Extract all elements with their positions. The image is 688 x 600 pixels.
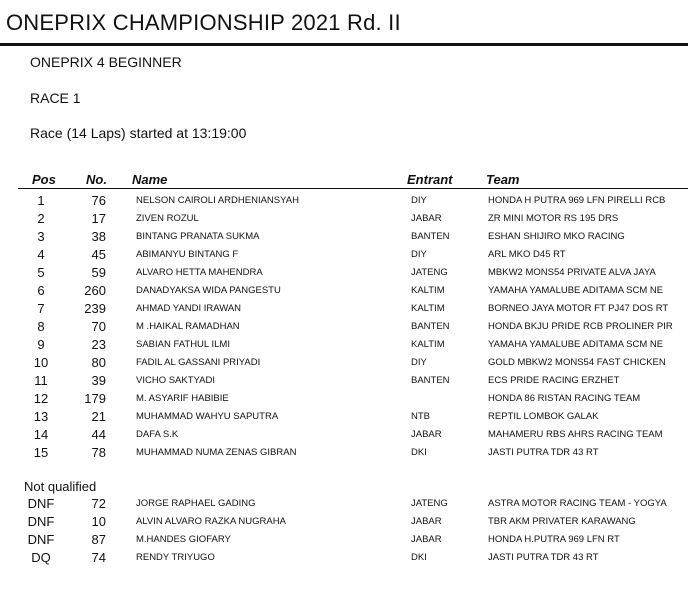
cell-entrant: BANTEN [411, 375, 450, 386]
cell-entrant: NTB [411, 411, 430, 422]
cell-number: 23 [91, 337, 106, 352]
cell-entrant: KALTIM [411, 285, 445, 296]
cell-name: ABIMANYU BINTANG F [136, 249, 239, 260]
table-row [0, 373, 688, 391]
column-header-team: Team [486, 172, 520, 187]
cell-pos: DNF [27, 496, 55, 511]
table-row [0, 283, 688, 301]
table-row [0, 514, 688, 532]
cell-pos: 10 [33, 355, 49, 370]
cell-number: 59 [91, 265, 106, 280]
cell-entrant: JATENG [411, 267, 448, 278]
cell-number: 21 [91, 409, 106, 424]
cell-entrant: JABAR [411, 516, 442, 527]
cell-team: ECS PRIDE RACING ERZHET [488, 375, 620, 386]
cell-entrant: KALTIM [411, 339, 445, 350]
cell-number: 76 [91, 193, 106, 208]
cell-name: ALVARO HETTA MAHENDRA [136, 267, 263, 278]
column-header-pos: Pos [32, 172, 56, 187]
cell-pos: 1 [37, 193, 45, 208]
cell-entrant: JABAR [411, 213, 442, 224]
cell-pos: 5 [37, 265, 45, 280]
cell-pos: 2 [37, 211, 45, 226]
cell-team: HONDA H.PUTRA 969 LFN RT [488, 534, 620, 545]
cell-pos: 9 [37, 337, 45, 352]
cell-entrant: DIY [411, 195, 427, 206]
cell-team: ASTRA MOTOR RACING TEAM - YOGYA [488, 498, 667, 509]
cell-pos: 15 [33, 445, 49, 460]
table-row [0, 301, 688, 319]
cell-number: 74 [91, 550, 106, 565]
cell-number: 78 [91, 445, 106, 460]
race-info: Race (14 Laps) started at 13:19:00 [30, 125, 247, 141]
cell-pos: DQ [31, 550, 51, 565]
cell-name: NELSON CAIROLI ARDHENIANSYAH [136, 195, 299, 206]
cell-team: ARL MKO D45 RT [488, 249, 566, 260]
cell-team: HONDA BKJU PRIDE RCB PROLINER PIR [488, 321, 673, 332]
cell-name: FADIL AL GASSANI PRIYADI [136, 357, 261, 368]
cell-entrant: DIY [411, 249, 427, 260]
cell-pos: 11 [34, 373, 48, 388]
table-row [0, 445, 688, 463]
cell-number: 44 [91, 427, 106, 442]
cell-name: JORGE RAPHAEL GADING [136, 498, 256, 509]
cell-number: 260 [84, 283, 106, 298]
table-row [0, 229, 688, 247]
document-title: ONEPRIX CHAMPIONSHIP 2021 Rd. II [6, 10, 401, 35]
table-row [0, 550, 688, 568]
cell-name: MUHAMMAD WAHYU SAPUTRA [136, 411, 279, 422]
cell-pos: 13 [33, 409, 49, 424]
cell-entrant: BANTEN [411, 231, 450, 242]
cell-number: 179 [84, 391, 106, 406]
cell-name: ZIVEN ROZUL [136, 213, 199, 224]
not-qualified-label: Not qualified [24, 479, 97, 494]
cell-entrant: BANTEN [411, 321, 450, 332]
cell-entrant: DKI [411, 447, 427, 458]
cell-number: 87 [91, 532, 106, 547]
table-row [0, 193, 688, 211]
table-row [0, 337, 688, 355]
table-row [0, 355, 688, 373]
cell-pos: 7 [37, 301, 45, 316]
cell-team: JASTI PUTRA TDR 43 RT [488, 447, 599, 458]
table-row [0, 319, 688, 337]
cell-name: RENDY TRIYUGO [136, 552, 215, 563]
cell-number: 10 [91, 514, 106, 529]
cell-team: REPTIL LOMBOK GALAK [488, 411, 599, 422]
cell-entrant: DIY [411, 357, 427, 368]
table-row [0, 409, 688, 427]
cell-team: JASTI PUTRA TDR 43 RT [488, 552, 599, 563]
cell-pos: DNF [27, 532, 55, 547]
table-row [0, 532, 688, 550]
column-header-entrant: Entrant [407, 172, 453, 187]
column-header-no: No. [86, 172, 107, 187]
cell-pos: 12 [33, 391, 49, 406]
cell-name: M.HANDES GIOFARY [136, 534, 231, 545]
cell-number: 17 [91, 211, 106, 226]
cell-team: YAMAHA YAMALUBE ADITAMA SCM NE [488, 339, 664, 350]
title-divider [0, 43, 688, 46]
cell-number: 39 [91, 373, 106, 388]
cell-number: 72 [91, 496, 106, 511]
header-divider [18, 188, 688, 189]
cell-entrant: KALTIM [411, 303, 445, 314]
cell-pos: 8 [37, 319, 45, 334]
cell-name: DANADYAKSA WIDA PANGESTU [136, 285, 281, 296]
table-row [0, 211, 688, 229]
table-row [0, 427, 688, 445]
cell-name: AHMAD YANDI IRAWAN [136, 303, 242, 314]
race-name: RACE 1 [30, 90, 81, 106]
cell-name: MUHAMMAD NUMA ZENAS GIBRAN [136, 447, 297, 458]
cell-entrant: JABAR [411, 429, 442, 440]
cell-name: M .HAIKAL RAMADHAN [136, 321, 240, 332]
cell-team: ESHAN SHIJIRO MKO RACING [488, 231, 625, 242]
cell-pos: 6 [37, 283, 45, 298]
cell-entrant: JATENG [411, 498, 448, 509]
cell-name: SABIAN FATHUL ILMI [136, 339, 230, 350]
cell-number: 70 [91, 319, 106, 334]
cell-pos: 3 [37, 229, 45, 244]
cell-entrant: DKI [411, 552, 427, 563]
cell-team: YAMAHA YAMALUBE ADITAMA SCM NE [488, 285, 664, 296]
cell-number: 38 [91, 229, 106, 244]
column-header-name: Name [132, 172, 168, 187]
cell-name: VICHO SAKTYADI [136, 375, 216, 386]
cell-team: TBR AKM PRIVATER KARAWANG [488, 516, 636, 527]
cell-number: 80 [91, 355, 106, 370]
cell-team: BORNEO JAYA MOTOR FT PJ47 DOS RT [488, 303, 669, 314]
cell-pos: DNF [27, 514, 55, 529]
cell-pos: 14 [33, 427, 49, 442]
cell-team: MAHAMERU RBS AHRS RACING TEAM [488, 429, 663, 440]
cell-pos: 4 [37, 247, 45, 262]
cell-team: HONDA 86 RISTAN RACING TEAM [488, 393, 641, 404]
cell-name: ALVIN ALVARO RAZKA NUGRAHA [136, 516, 286, 527]
cell-number: 239 [84, 301, 106, 316]
class-name: ONEPRIX 4 BEGINNER [30, 54, 182, 70]
table-row [0, 265, 688, 283]
cell-team: GOLD MBKW2 MONS54 FAST CHICKEN [488, 357, 666, 368]
cell-name: DAFA S.K [136, 429, 179, 440]
table-row [0, 391, 688, 409]
cell-team: HONDA H PUTRA 969 LFN PIRELLI RCB [488, 195, 666, 206]
cell-number: 45 [91, 247, 106, 262]
cell-name: BINTANG PRANATA SUKMA [136, 231, 260, 242]
cell-name: M. ASYARIF HABIBIE [136, 393, 229, 404]
cell-entrant: JABAR [411, 534, 442, 545]
table-row [0, 247, 688, 265]
table-row [0, 496, 688, 514]
cell-team: ZR MINI MOTOR RS 195 DRS [488, 213, 619, 224]
cell-team: MBKW2 MONS54 PRIVATE ALVA JAYA [488, 267, 656, 278]
